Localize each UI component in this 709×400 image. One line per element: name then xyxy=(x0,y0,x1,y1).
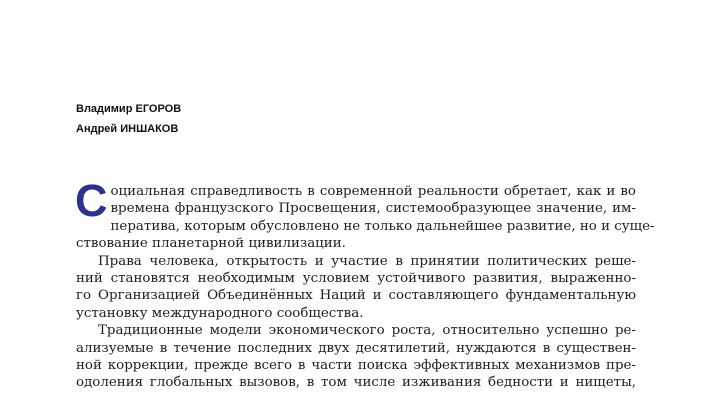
article-body xyxy=(75,175,655,392)
author-last-name: ИНШАКОВ xyxy=(120,123,179,135)
paragraph-1-line-3: ператива, которым обусловлено не только дальнейшее развитие, но и суще- xyxy=(110,218,655,234)
paragraph-1-line-1: оциальная справедливость в современной реальности обретает, как и во xyxy=(110,184,636,199)
paragraph-3-line-1: Традиционные модели экономического роста, относительно успешно ре- xyxy=(98,323,636,339)
paragraph-2-line-4: установку международного сообщества. xyxy=(76,305,364,321)
paragraph-3-line-2: ализуемые в течение последних двух десятилетий, нуждаются в существен- xyxy=(76,340,636,356)
author-last-name: ЕГОРОВ xyxy=(135,103,182,115)
paragraph-3-line-4: одоления глобальных вызовов, в том числе изживания бедности и нищеты, xyxy=(76,375,636,391)
author-first-name: Андрей xyxy=(76,123,118,135)
paragraph-3-line-3: ной коррекции, прежде всего в части поиска эффективных механизмов пре- xyxy=(76,358,636,374)
paragraph-1-line-4: ствование планетарной цивилизации. xyxy=(76,236,346,252)
author-first-name: Владимир xyxy=(76,103,133,115)
paragraph-2-line-2: ний становятся необходимым условием устойчивого развития, выраженно- xyxy=(76,271,636,287)
paragraph-2-line-1: Права человека, открытость и участие в принятии политических реше- xyxy=(98,253,636,269)
author-2 xyxy=(76,119,181,139)
paragraph-1-line-2: времена французского Просвещения, системообразующее значение, им- xyxy=(110,201,636,217)
author-1 xyxy=(76,99,181,119)
author-block xyxy=(76,99,181,139)
paragraph-2-line-3: го Организацией Объединённых Наций и составляющего фундаментальную xyxy=(76,288,636,304)
drop-cap: С xyxy=(75,175,108,226)
